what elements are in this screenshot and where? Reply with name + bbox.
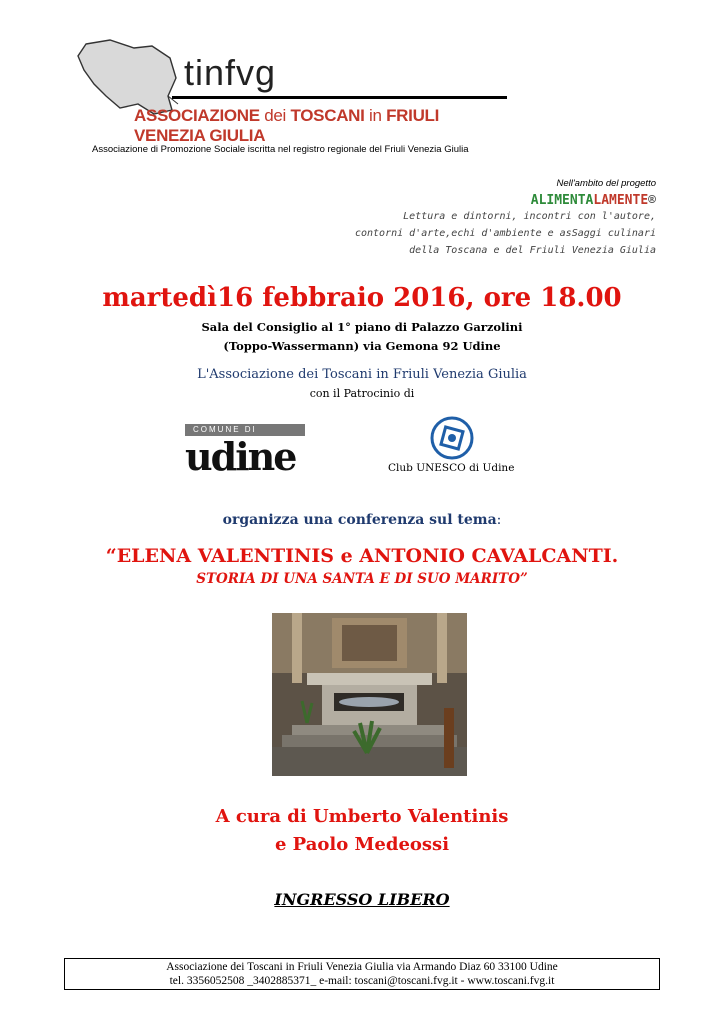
project-block xyxy=(355,178,656,259)
topic-subtitle: STORIA DI UNA SANTA E DI SUO MARITO” xyxy=(196,571,528,587)
organizza-line: organizza una conferenza sul tema: xyxy=(222,512,502,528)
project-desc-1: Lettura e dintorni, incontri con l'autore, xyxy=(403,211,656,222)
venue-line-2: (Toppo-Wassermann) via Gemona 92 Udine xyxy=(223,339,501,353)
logo-rule xyxy=(172,96,507,99)
project-name: ALIMENTALAMENTE® xyxy=(530,193,656,208)
footer-contact-box xyxy=(64,958,660,990)
footer-contacts: tel. 3356052508 _3402885371_ e-mail: toscani@toscani.fvg.it - www.toscani.fvg.it xyxy=(169,975,555,987)
project-context: Nell'ambito del progetto xyxy=(556,178,656,189)
curator-line-1: A cura di Umberto Valentinis xyxy=(215,806,509,827)
event-date-title: martedì16 febbraio 2016, ore 18.00 xyxy=(102,283,622,313)
association-logo xyxy=(72,38,442,145)
comune-udine-logo: COMUNE DI udine xyxy=(185,424,307,478)
project-desc-2: contorni d'arte,echi d'ambiente e asSaggi culinari xyxy=(354,228,656,239)
patronage-line: con il Patrocinio di xyxy=(309,387,415,400)
venue-line-1: Sala del Consiglio al 1° piano di Palazzo Garzolini xyxy=(201,320,523,334)
curator-line-2: e Paolo Medeossi xyxy=(274,834,450,855)
association-line: L'Associazione dei Toscani in Friuli Venezia Giulia xyxy=(197,367,527,382)
logo-wordmark: tinfvg xyxy=(184,52,277,93)
unesco-logo-icon xyxy=(430,416,474,460)
unesco-label: Club UNESCO di Udine xyxy=(388,462,515,474)
admission-note: INGRESSO LIBERO xyxy=(274,890,450,909)
promo-line: Associazione di Promozione Sociale iscritta nel registro regionale del Friuli Venezia Giulia xyxy=(92,144,469,155)
project-desc-3: della Toscana e del Friuli Venezia Giulia xyxy=(409,245,656,256)
altar-photo xyxy=(272,613,467,776)
footer-address: Associazione dei Toscani in Friuli Venezia Giulia via Armando Diaz 60 33100 Udine xyxy=(166,961,558,973)
topic-title: “ELENA VALENTINIS e ANTONIO CAVALCANTI. xyxy=(105,545,619,567)
association-name: ASSOCIAZIONE dei TOSCANI in FRIULI VENEZIA GIULIA xyxy=(134,106,440,145)
